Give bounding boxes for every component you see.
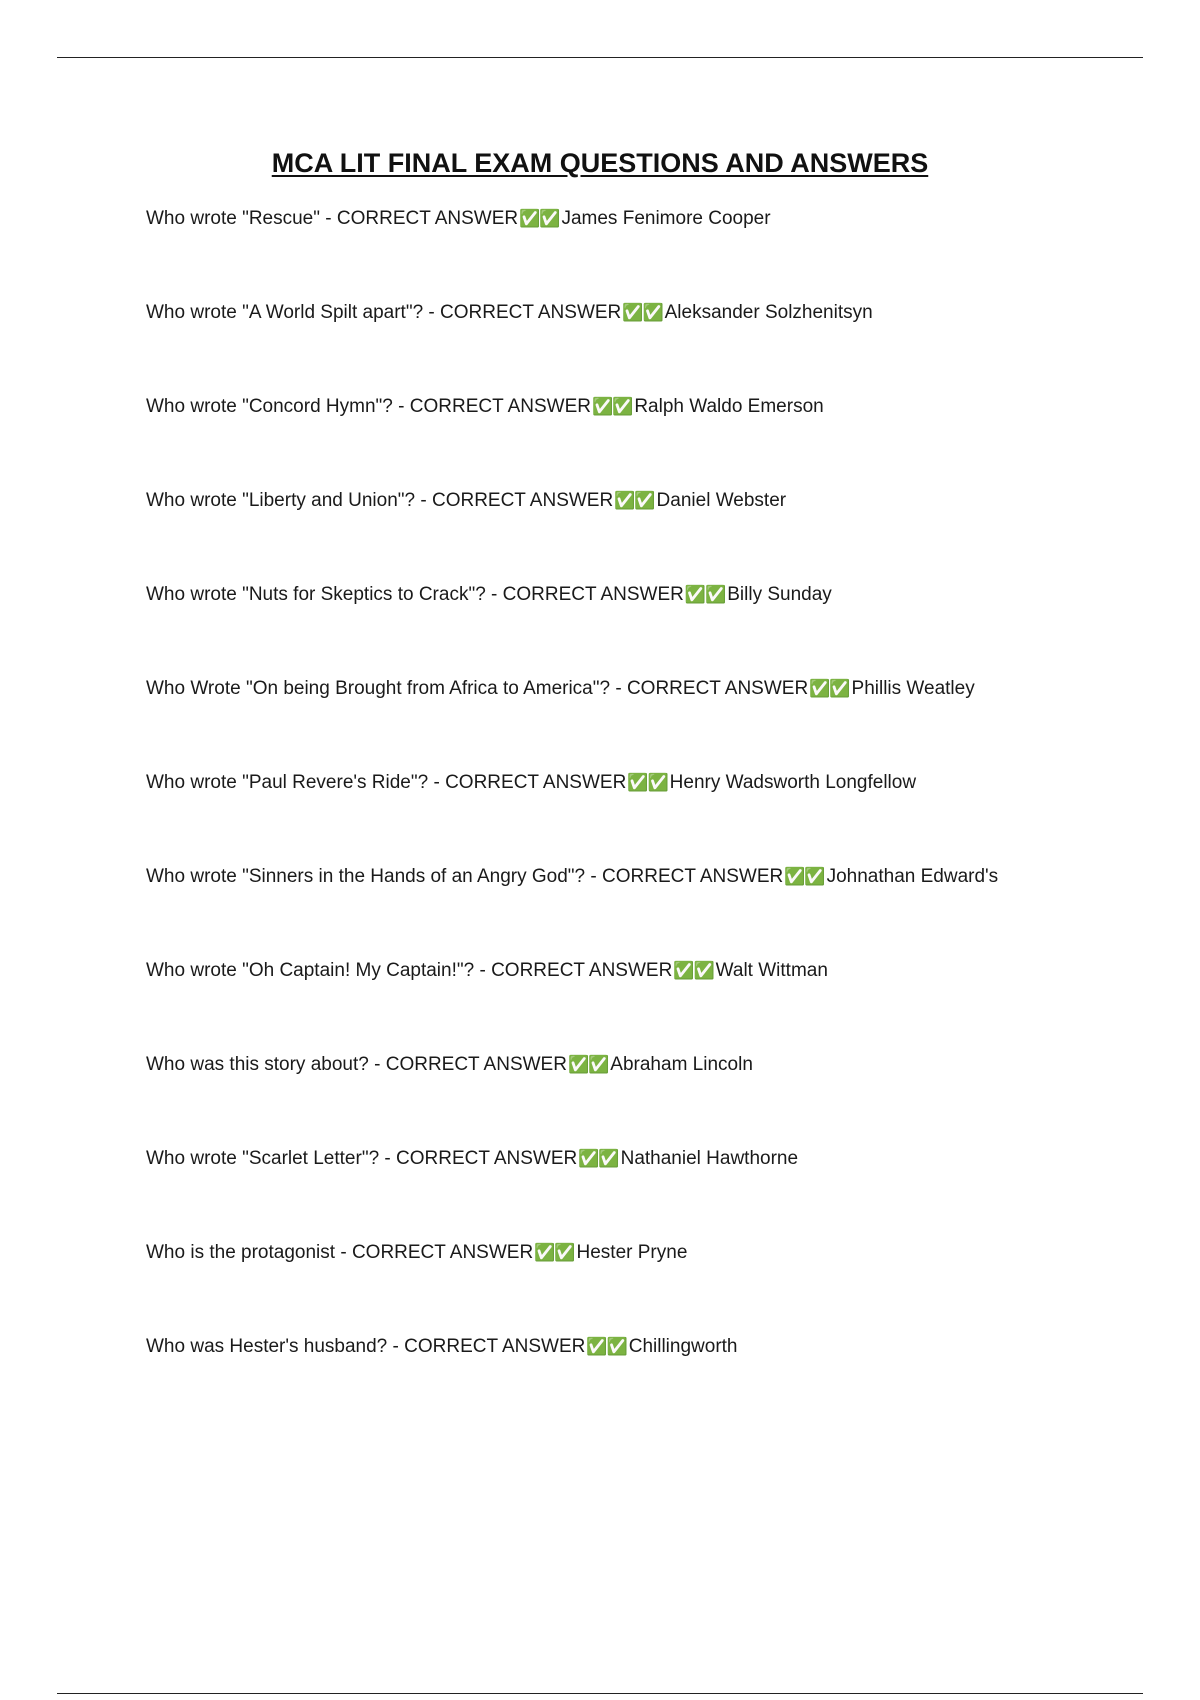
question-text: Who wrote "Oh Captain! My Captain!"? <box>146 960 475 981</box>
answer-text: Walt Wittman <box>715 960 828 981</box>
question-text: Who wrote "Rescue" <box>146 208 320 229</box>
check-mark-icon: ✅✅ <box>627 773 668 793</box>
check-mark-icon: ✅✅ <box>586 1337 627 1357</box>
check-mark-icon: ✅✅ <box>578 1149 619 1169</box>
question-text: Who wrote "Concord Hymn"? <box>146 396 393 417</box>
qa-item: Who Wrote "On being Brought from Africa to America"? - CORRECT ANSWER✅✅ Phillis Weatley <box>146 678 975 699</box>
qa-list <box>146 204 1146 1426</box>
correct-answer-label: CORRECT ANSWER <box>445 772 627 793</box>
answer-text: James Fenimore Cooper <box>561 208 771 229</box>
question-text: Who wrote "Paul Revere's Ride"? <box>146 772 429 793</box>
correct-answer-label: CORRECT ANSWER <box>502 584 684 605</box>
correct-answer-label: CORRECT ANSWER <box>336 208 519 229</box>
document-title: MCA LIT FINAL EXAM QUESTIONS AND ANSWERS <box>271 148 929 178</box>
top-divider <box>57 57 1143 58</box>
answer-text: Johnathan Edward's <box>826 866 999 887</box>
question-text: Who wrote "Scarlet Letter"? <box>146 1148 380 1169</box>
qa-item: Who wrote "Oh Captain! My Captain!"? - CORRECT ANSWER✅✅ Walt Wittman <box>146 960 828 981</box>
question-text: Who was this story about? <box>146 1054 369 1075</box>
answer-text: Aleksander Solzhenitsyn <box>664 302 873 323</box>
check-mark-icon: ✅✅ <box>591 397 633 417</box>
qa-item: Who wrote "Concord Hymn"? - CORRECT ANSWER✅✅ Ralph Waldo Emerson <box>146 396 824 417</box>
check-mark-icon: ✅✅ <box>784 867 825 887</box>
check-mark-icon: ✅✅ <box>567 1055 609 1075</box>
qa-item: Who wrote "A World Spilt apart"? - CORRECT ANSWER✅✅ Aleksander Solzhenitsyn <box>146 302 873 323</box>
answer-text: Billy Sunday <box>727 584 832 605</box>
correct-answer-label: CORRECT ANSWER <box>351 1242 534 1263</box>
question-text: Who is the protagonist <box>146 1242 336 1263</box>
qa-item: Who wrote "Sinners in the Hands of an Angry God"? - CORRECT ANSWER✅✅ Johnathan Edward's <box>146 866 999 887</box>
check-mark-icon: ✅✅ <box>534 1243 575 1263</box>
correct-answer-label: CORRECT ANSWER <box>385 1054 567 1075</box>
check-mark-icon: ✅✅ <box>809 679 850 699</box>
check-mark-icon: ✅✅ <box>684 585 726 605</box>
qa-item: Who is the protagonist - CORRECT ANSWER✅✅ Hester Pryne <box>146 1242 688 1263</box>
answer-text: Hester Pryne <box>576 1242 688 1263</box>
qa-item: Who wrote "Nuts for Skeptics to Crack"? - CORRECT ANSWER✅✅ Billy Sunday <box>146 584 832 605</box>
qa-item: Who was Hester's husband? - CORRECT ANSWER✅✅ Chillingworth <box>146 1336 738 1357</box>
question-text: Who wrote "Sinners in the Hands of an Angry God"? <box>146 866 586 887</box>
correct-answer-label: CORRECT ANSWER <box>404 1336 586 1357</box>
answer-text: Phillis Weatley <box>851 678 975 699</box>
correct-answer-label: CORRECT ANSWER <box>396 1148 578 1169</box>
qa-item: Who was this story about? - CORRECT ANSWER✅✅ Abraham Lincoln <box>146 1054 753 1075</box>
correct-answer-label: CORRECT ANSWER <box>409 396 591 417</box>
answer-text: Henry Wadsworth Longfellow <box>669 772 917 793</box>
question-text: Who was Hester's husband? <box>146 1336 388 1357</box>
check-mark-icon: ✅✅ <box>519 209 560 229</box>
answer-text: Nathaniel Hawthorne <box>620 1148 799 1169</box>
qa-item: Who wrote "Liberty and Union"? - CORRECT ANSWER✅✅ Daniel Webster <box>146 490 787 511</box>
qa-item: Who wrote "Scarlet Letter"? - CORRECT ANSWER✅✅ Nathaniel Hawthorne <box>146 1148 799 1169</box>
correct-answer-label: CORRECT ANSWER <box>440 302 622 323</box>
correct-answer-label: CORRECT ANSWER <box>602 866 784 887</box>
qa-item: Who wrote "Paul Revere's Ride"? - CORRECT ANSWER✅✅ Henry Wadsworth Longfellow <box>146 772 917 793</box>
check-mark-icon: ✅✅ <box>673 961 714 981</box>
answer-text: Ralph Waldo Emerson <box>634 396 824 417</box>
question-text: Who wrote "Liberty and Union"? <box>146 490 416 511</box>
bottom-divider <box>57 1693 1143 1694</box>
answer-text: Daniel Webster <box>656 490 787 511</box>
question-text: Who Wrote "On being Brought from Africa to America"? <box>146 678 611 699</box>
check-mark-icon: ✅✅ <box>614 491 655 511</box>
correct-answer-label: CORRECT ANSWER <box>491 960 673 981</box>
question-text: Who wrote "A World Spilt apart"? <box>146 302 424 323</box>
check-mark-icon: ✅✅ <box>622 303 663 323</box>
answer-text: Chillingworth <box>628 1336 738 1357</box>
question-text: Who wrote "Nuts for Skeptics to Crack"? <box>146 584 486 605</box>
correct-answer-label: CORRECT ANSWER <box>626 678 809 699</box>
answer-text: Abraham Lincoln <box>610 1054 753 1075</box>
correct-answer-label: CORRECT ANSWER <box>431 490 614 511</box>
qa-item: Who wrote "Rescue" - CORRECT ANSWER✅✅ James Fenimore Cooper <box>146 208 771 229</box>
